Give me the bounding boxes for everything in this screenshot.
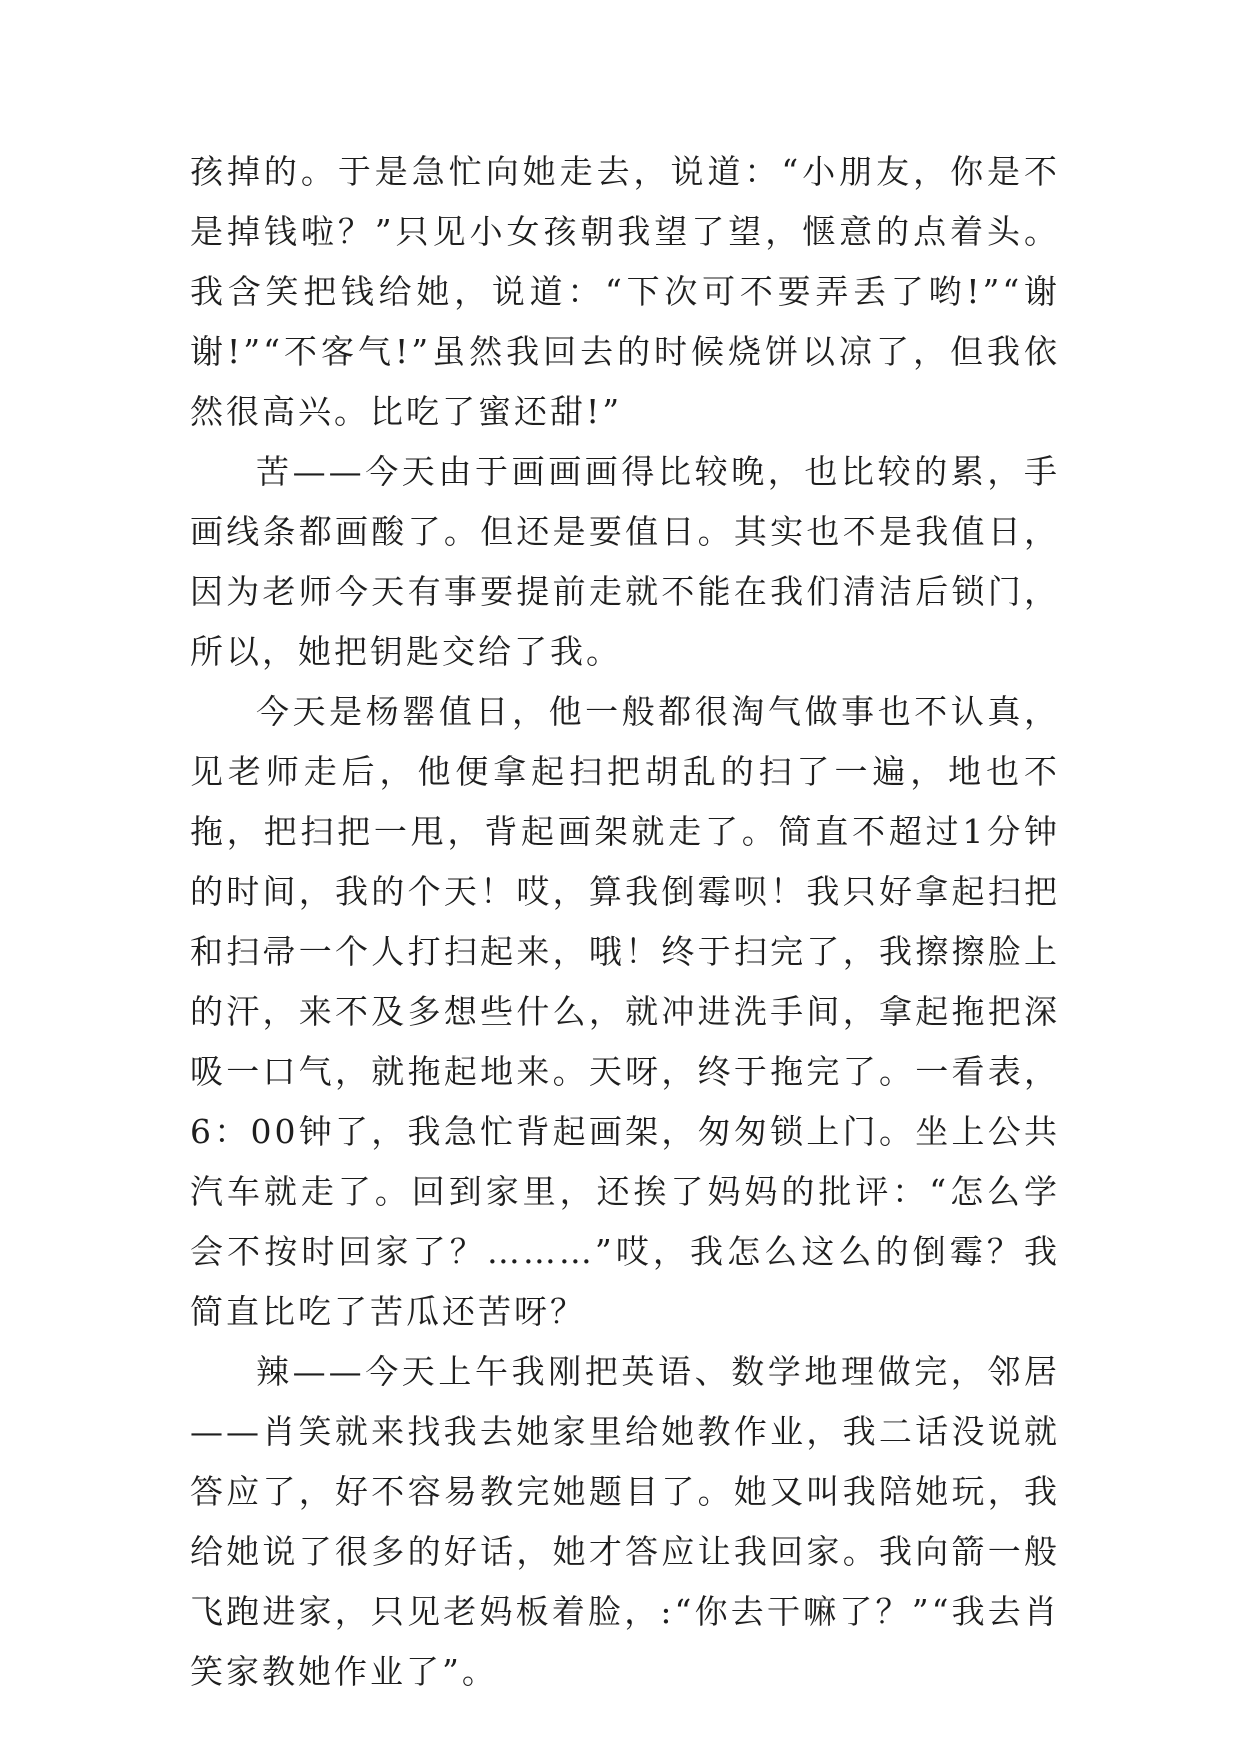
paragraph-1: 孩掉的。于是急忙向她走去，说道：“小朋友，你是不是掉钱啦？”只见小女孩朝我望了望，惬意的点着头。我含笑把钱给她，说道：“下次可不要弄丢了哟!”“谢谢!”“不客气!”虽然我回去的时候烧饼以凉了，但我依然很高兴。比吃了蜜还甜!” — [190, 152, 1060, 431]
paragraph-3: 今天是杨罂值日，他一般都很淘气做事也不认真，见老师走后，他便拿起扫把胡乱的扫了一遍，地也不拖，把扫把一甩，背起画架就走了。简直不超过1分钟的时间，我的个天！哎，算我倒霉呗！我只好拿起扫把和扫帚一个人打扫起来，哦！终于扫完了，我擦擦脸上的汗，来不及多想些什么，就冲进洗手间，拿起拖把深吸一口气，就拖起地来。天呀，终于拖完了。一看表，6：00钟了，我急忙背起画架，匆匆锁上门。坐上公共汽车就走了。回到家里，还挨了妈妈的批评：“怎么学会不按时回家了？………”哎，我怎么这么的倒霉？我简直比吃了苦瓜还苦呀？ — [190, 692, 1060, 1331]
paragraph-4: 辣——今天上午我刚把英语、数学地理做完，邻居——肖笑就来找我去她家里给她教作业，我二话没说就答应了，好不容易教完她题目了。她又叫我陪她玩，我给她说了很多的好话，她才答应让我回家。我向箭一般飞跑进家，只见老妈板着脸，:“你去干嘛了？”“我去肖笑家教她作业了”。 — [190, 1352, 1060, 1691]
document-body — [190, 142, 1060, 1702]
paragraph-2: 苦——今天由于画画画得比较晚，也比较的累，手画线条都画酸了。但还是要值日。其实也不是我值日，因为老师今天有事要提前走就不能在我们清洁后锁门，所以，她把钥匙交给了我。 — [190, 452, 1060, 671]
